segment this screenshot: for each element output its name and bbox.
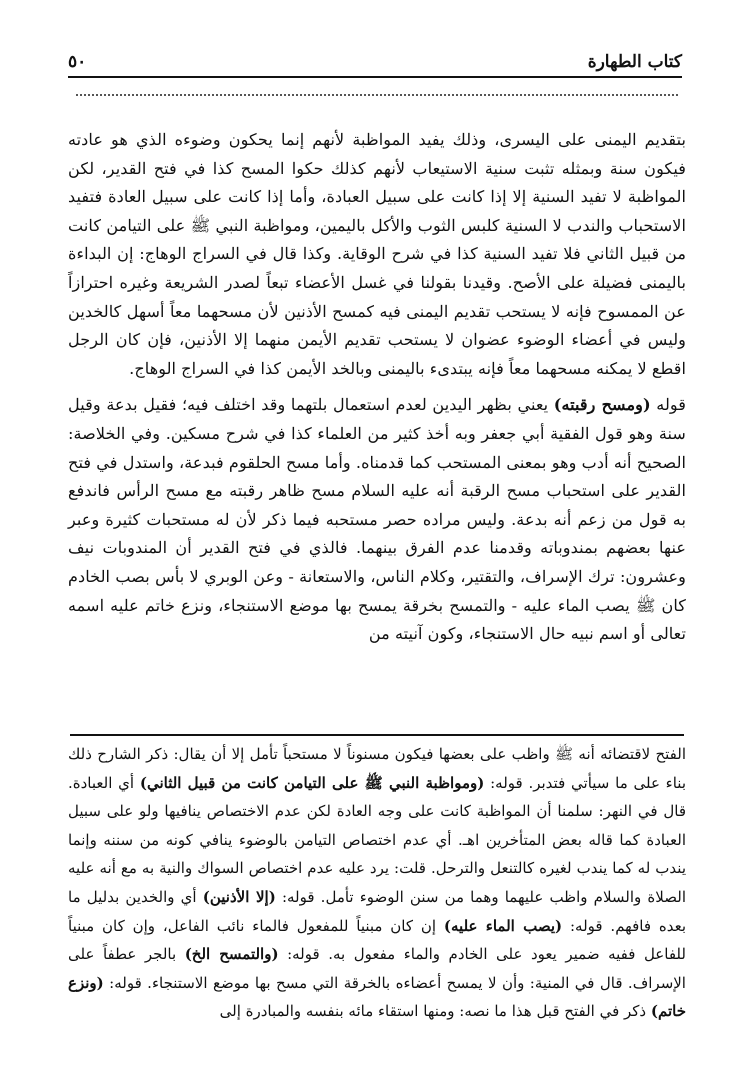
main-paragraph-1: بتقديم اليمنى على اليسرى، وذلك يفيد المواظبة لأنهم إنما يحكون وضوءه الذي هو عادته فيكون سنة وبمثله تثبت سنية الاستيعاب لأنهم كذلك حكوا المسح كذا في فتح القدير، لكن المواظبة لا تفيد السنية إلا إذا كانت على سبيل العبادة، وأما إذا كانت على سبيل العادة فتفيد الاستحباب والندب لا السنية كلبس الثوب والأكل باليمين، ومواظبة النبي ﷺ على التيامن كانت من قبيل الثاني فلا تفيد السنية كذا في شرح الوقاية. وكذا قال في السراج الوهاج: إن البداءة باليمنى فضيلة على الأصح. وقيدنا بقولنا في غسل الأعضاء تبعاً لصدر الشريعة وغيره احترازاً عن الممسوح فإنه لا يستحب تقديم اليمنى فيه كمسح الأذنين لأن مسحهما معاً أسهل كالخدين وليس في أعضاء الوضوء عضوان لا يستحب تقديم الأيمن منهما إلا الأذنين، فإن كان الرجل اقطع لا يمكنه مسحهما معاً فإنه يبتدىء باليمنى وبالخد الأيمن كذا في السراج الوهاج. [68,130,686,378]
footnote-text-1: الفتح لاقتضائه أنه ﷺ واظب على بعضها فيكون مسنوناً لا مستحباً تأمل إلا أن يقال: ذكر الشارح ذلك بناء على ما سيأتي فتدبر. قوله: [68,745,687,792]
footnote-text-4: إن كان مبنياً للمفعول فالماء نائب الفاعل، وإن كان مبنياً للفاعل ففيه ضمير يعود على الخادم والماء مفعول به. قوله: [68,916,686,964]
footnote-text-3: أي والخدين بدليل ما بعده فافهم. قوله: [68,887,686,935]
header-rule [68,76,682,78]
footnote-text-5: بالجر عطفاً على الإسراف. قال في المنية: وأن لا يمسح أعضاءه بالخرقة التي مسح بها موضع الاستنجاء. قوله: [68,945,686,992]
main-text [68,126,686,649]
page-number: ٥٠ [68,52,87,72]
para2-quoted-term: (ومسح رقبته) [553,395,651,415]
page-header [68,46,682,72]
footnote-text-2: أي العبادة. قال في النهر: سلمنا أن المواظبة كانت على وجه العادة لكن عدم الاختصاص ينافيها ولو على سبيل العبادة كما قاله بعض المتأخرين اهـ. أي عدم اختصاص التيامن بالوضوء ينافي كونه من سننه وإنما يندب له كما يندب لغيره كالتنعل والترحل. قلت: يرد عليه عدم اختصاص السواك والنية به مع أنه عليه الصلاة والسلام واظب عليهما وهما من سنن الوضوء تأمل. قوله: [68,773,686,906]
footnote-text-6: ذكر في الفتح قبل هذا ما نصه: ومنها استقاء مائه بنفسه والمبادرة إلى [219,1002,647,1021]
para2-lead: قوله [656,395,686,415]
running-title: كتاب الطهارة [587,52,682,72]
main-paragraph-2 [68,391,686,648]
footnote-paragraph [68,740,686,1026]
para2-body: يعني بظهر اليدين لعدم استعمال بلتهما وقد اختلف فيه؛ فقيل بدعة وقيل سنة وهو قول الفقية أبي جعفر وبه أخذ كثير من العلماء كذا في شرح مسكين. وفي الخلاصة: الصحيح أنه أدب وهو بمعنى المستحب كما قدمناه. وأما مسح الحلقوم فبدعة، واستدل في فتح القدير على استحباب مسح الرقبة أنه عليه السلام مسح ظاهر رقبته مع مسح الرأس فاندفع به قول من زعم أنه بدعة. وليس مراده حصر مستحبه فيما ذكر لأن له مستحبات كثيرة وعبر عنها بعضهم بمندوباته وقدمنا عدم الفرق بينهما. فالذي في فتح القدير أن المندوبات نيف وعشرون: ترك الإسراف، والتقتير، وكلام الناس، والاستعانة - وعن الوبري لا بأس بصب الخادم كان ﷺ يصب الماء عليه - والتمسح بخرقة يمسح بها موضع الاستنجاء، ونزع خاتم عليه اسمه تعالى أو اسم نبيه حال الاستنجاء، وكون آنيته من [68,395,686,644]
dotted-divider [76,94,678,96]
footnote-quote-2: (إلا الأذنين) [202,887,276,906]
footnote-quote-3: (يصب الماء عليه) [443,916,563,935]
footnote-quote-1: (ومواظبة النبي ﷺ على التيامن كانت من قبيل الثاني) [139,773,485,792]
footnote-quote-4: (والتمسح الخ) [184,945,279,964]
footnotes [68,740,686,1026]
footnote-quote-5: (ونزع خاتم) [68,973,686,1021]
footnote-separator [70,734,684,736]
